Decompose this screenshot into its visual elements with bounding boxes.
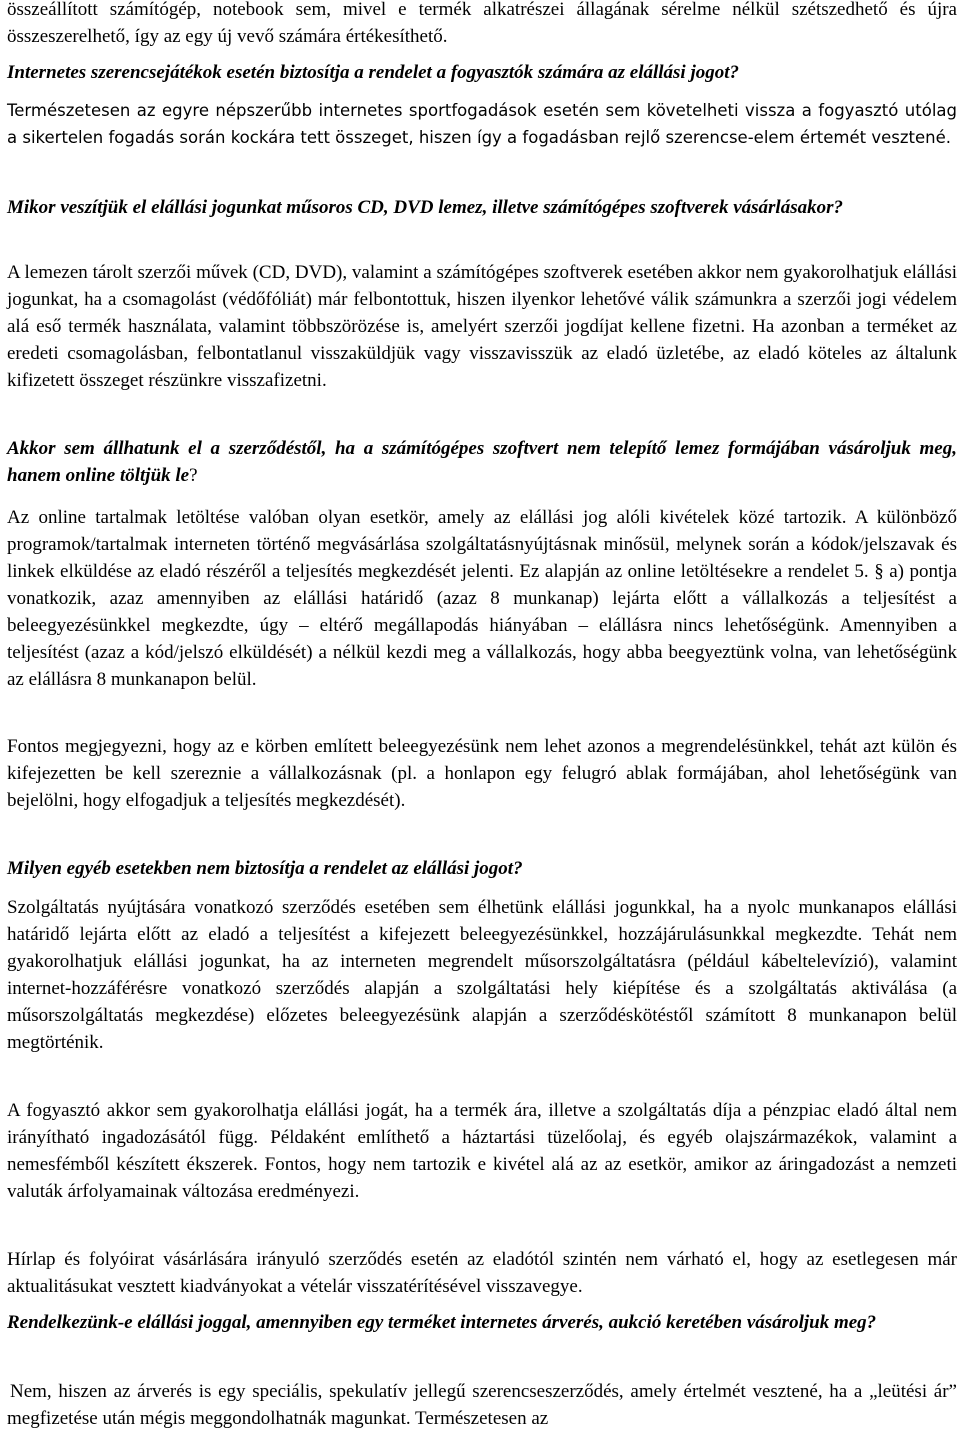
paragraph-price-fluctuation: A fogyasztó akkor sem gyakorolhatja elállási jogát, ha a termék ára, illetve a szolgáltatás díja a pénzpiac eladó által nem irányítható ingadozásától függ. Példaként említhető a háztartási tüzelőolaj, és egyéb olajszármazékok, valamint a nemesfémből készített ékszerek. Fontos, hogy nem tartozik e kivétel alá az az esetkör, amikor az áringadozást a nemzeti valuták árfolyamainak változása eredményezi. xyxy=(7,1100,957,1202)
paragraph-consent: Fontos megjegyezni, hogy az e körben említett beleegyezésünk nem lehet azonos a megrendelésünkkel, tehát azt külön és kifejezetten be kell szereznie a vállalkozásnak (pl. a honlapon egy felugró ablak formájában, ahol lehetőségünk van bejelölni, hogy elfogadjuk a teljesítés megkezdését). xyxy=(7,736,957,811)
heading-online-download-qmark: ? xyxy=(189,465,198,486)
heading-auction: Rendelkezünk-e elállási joggal, amennyiben egy terméket internetes árverés, aukció keretében vásároljuk meg? xyxy=(7,1312,877,1333)
paragraph-sports-betting: Természetesen az egyre népszerűbb internetes sportfogadások esetén sem követelheti vissza a fogyasztó utólag a sikertelen fogadás során kockára tett összeget, hiszen így a fogadásban rejlő szerencse-elem értemét vesztené. xyxy=(7,101,957,147)
heading-online-download-text: Akkor sem állhatunk el a szerződéstől, ha a számítógépes szoftvert nem telepítő lemez formájában vásároljuk meg, hanem online töltjük le xyxy=(7,438,957,486)
paragraph-services: Szolgáltatás nyújtására vonatkozó szerződés esetében sem élhetünk elállási jogunkkal, ha a nyolc munkanapos elállási határidő lejárta előtt az eladó a teljesítést a kifejezett beleegyezésünkkel, hozzájárulásunkkal megkezdte. Tehát nem gyakorolhatjuk elállási jogunkat, ha az interneten megrendelt műsorszolgáltatásra (például kábeltelevízió), valamint internet-hozzáférésre vonatkozó szerződés alapján a szolgáltatási hely kiépítése és a szolgáltatás aktiválása (a műsorszolgáltatás megkezdése) előzetes beleegyezésünk alapján a szerződéskötéstől számított 8 munkanapon belül megtörténik. xyxy=(7,897,957,1053)
heading-cd-dvd-software: Mikor veszítjük el elállási jogunkat műsoros CD, DVD lemez, illetve számítógépes szoftverek vásárlásakor? xyxy=(7,197,843,218)
paragraph-newspapers: Hírlap és folyóirat vásárlására irányuló szerződés esetén az eladótól szintén nem várható el, hogy az esetlegesen már aktualitásukat vesztett kiadványokat a vételár visszatérítésével visszavegye. xyxy=(7,1249,957,1297)
paragraph-continuation: összeállított számítógép, notebook sem, mivel e termék alkatrészei állagának sérelme nélkül szétszedhető és újra összeszerelhető, így az egy új vevő számára értékesíthető. xyxy=(7,0,957,47)
heading-gambling: Internetes szerencsejátékok esetén biztosítja a rendelet a fogyasztók számára az elállási jogot? xyxy=(7,62,740,83)
paragraph-online-content: Az online tartalmak letöltése valóban olyan esetkör, amely az elállási jog alóli kivételek közé tartozik. A különböző programok/tartalmak interneten történő megvásárlása szolgáltatásnyújtásnak minősül, melynek során a kódok/jelszavak és linkek elküldése az eladó részéről a teljesítés megkezdését jelenti. Ez alapján az online letöltésekre a rendelet 5. § a) pontja vonatkozik, azaz amennyiben az elállási határidő (azaz 8 munkanap) lejárta előtt a vállalkozás a teljesítést a beleegyezésünkkel megkezdte, úgy – eltérő megállapodás hiányában – elállásra nincs lehetőségünk. Amennyiben a teljesítést (azaz a kód/jelszó elküldését) a nélkül kezdi meg a vállalkozás, hogy abba beegyeztünk volna, van lehetőségünk az elállásra 8 munkanapon belül. xyxy=(7,507,957,690)
heading-other-cases: Milyen egyéb esetekben nem biztosítja a rendelet az elállási jogot? xyxy=(7,858,523,879)
paragraph-cd-dvd-software: A lemezen tárolt szerzői művek (CD, DVD), valamint a számítógépes szoftverek esetében akkor nem gyakorolhatjuk elállási jogunkat, ha a csomagolást (védőfóliát) már felbontottuk, hiszen ilyenkor lehetővé válik számunkra a szerzői jogi védelem alá eső termék használata, valamint többszörözése is, amelyért szerzői jogdíjat kellene fizetni. Ha azonban a terméket az eredeti csomagolásban, felbontatlanul visszaküldjük vagy visszavisszük az eladó üzletébe, az eladó köteles az általunk kifizetett összeget részünkre visszafizetni. xyxy=(7,262,957,391)
heading-online-download xyxy=(7,435,957,489)
paragraph-auction: Nem, hiszen az árverés is egy speciális, spekulatív jellegű szerencseszerződés, amely értelmét vesztené, ha a „leütési ár” megfizetése után mégis meggondolhatnák magunkat. Természetesen az xyxy=(7,1381,957,1429)
